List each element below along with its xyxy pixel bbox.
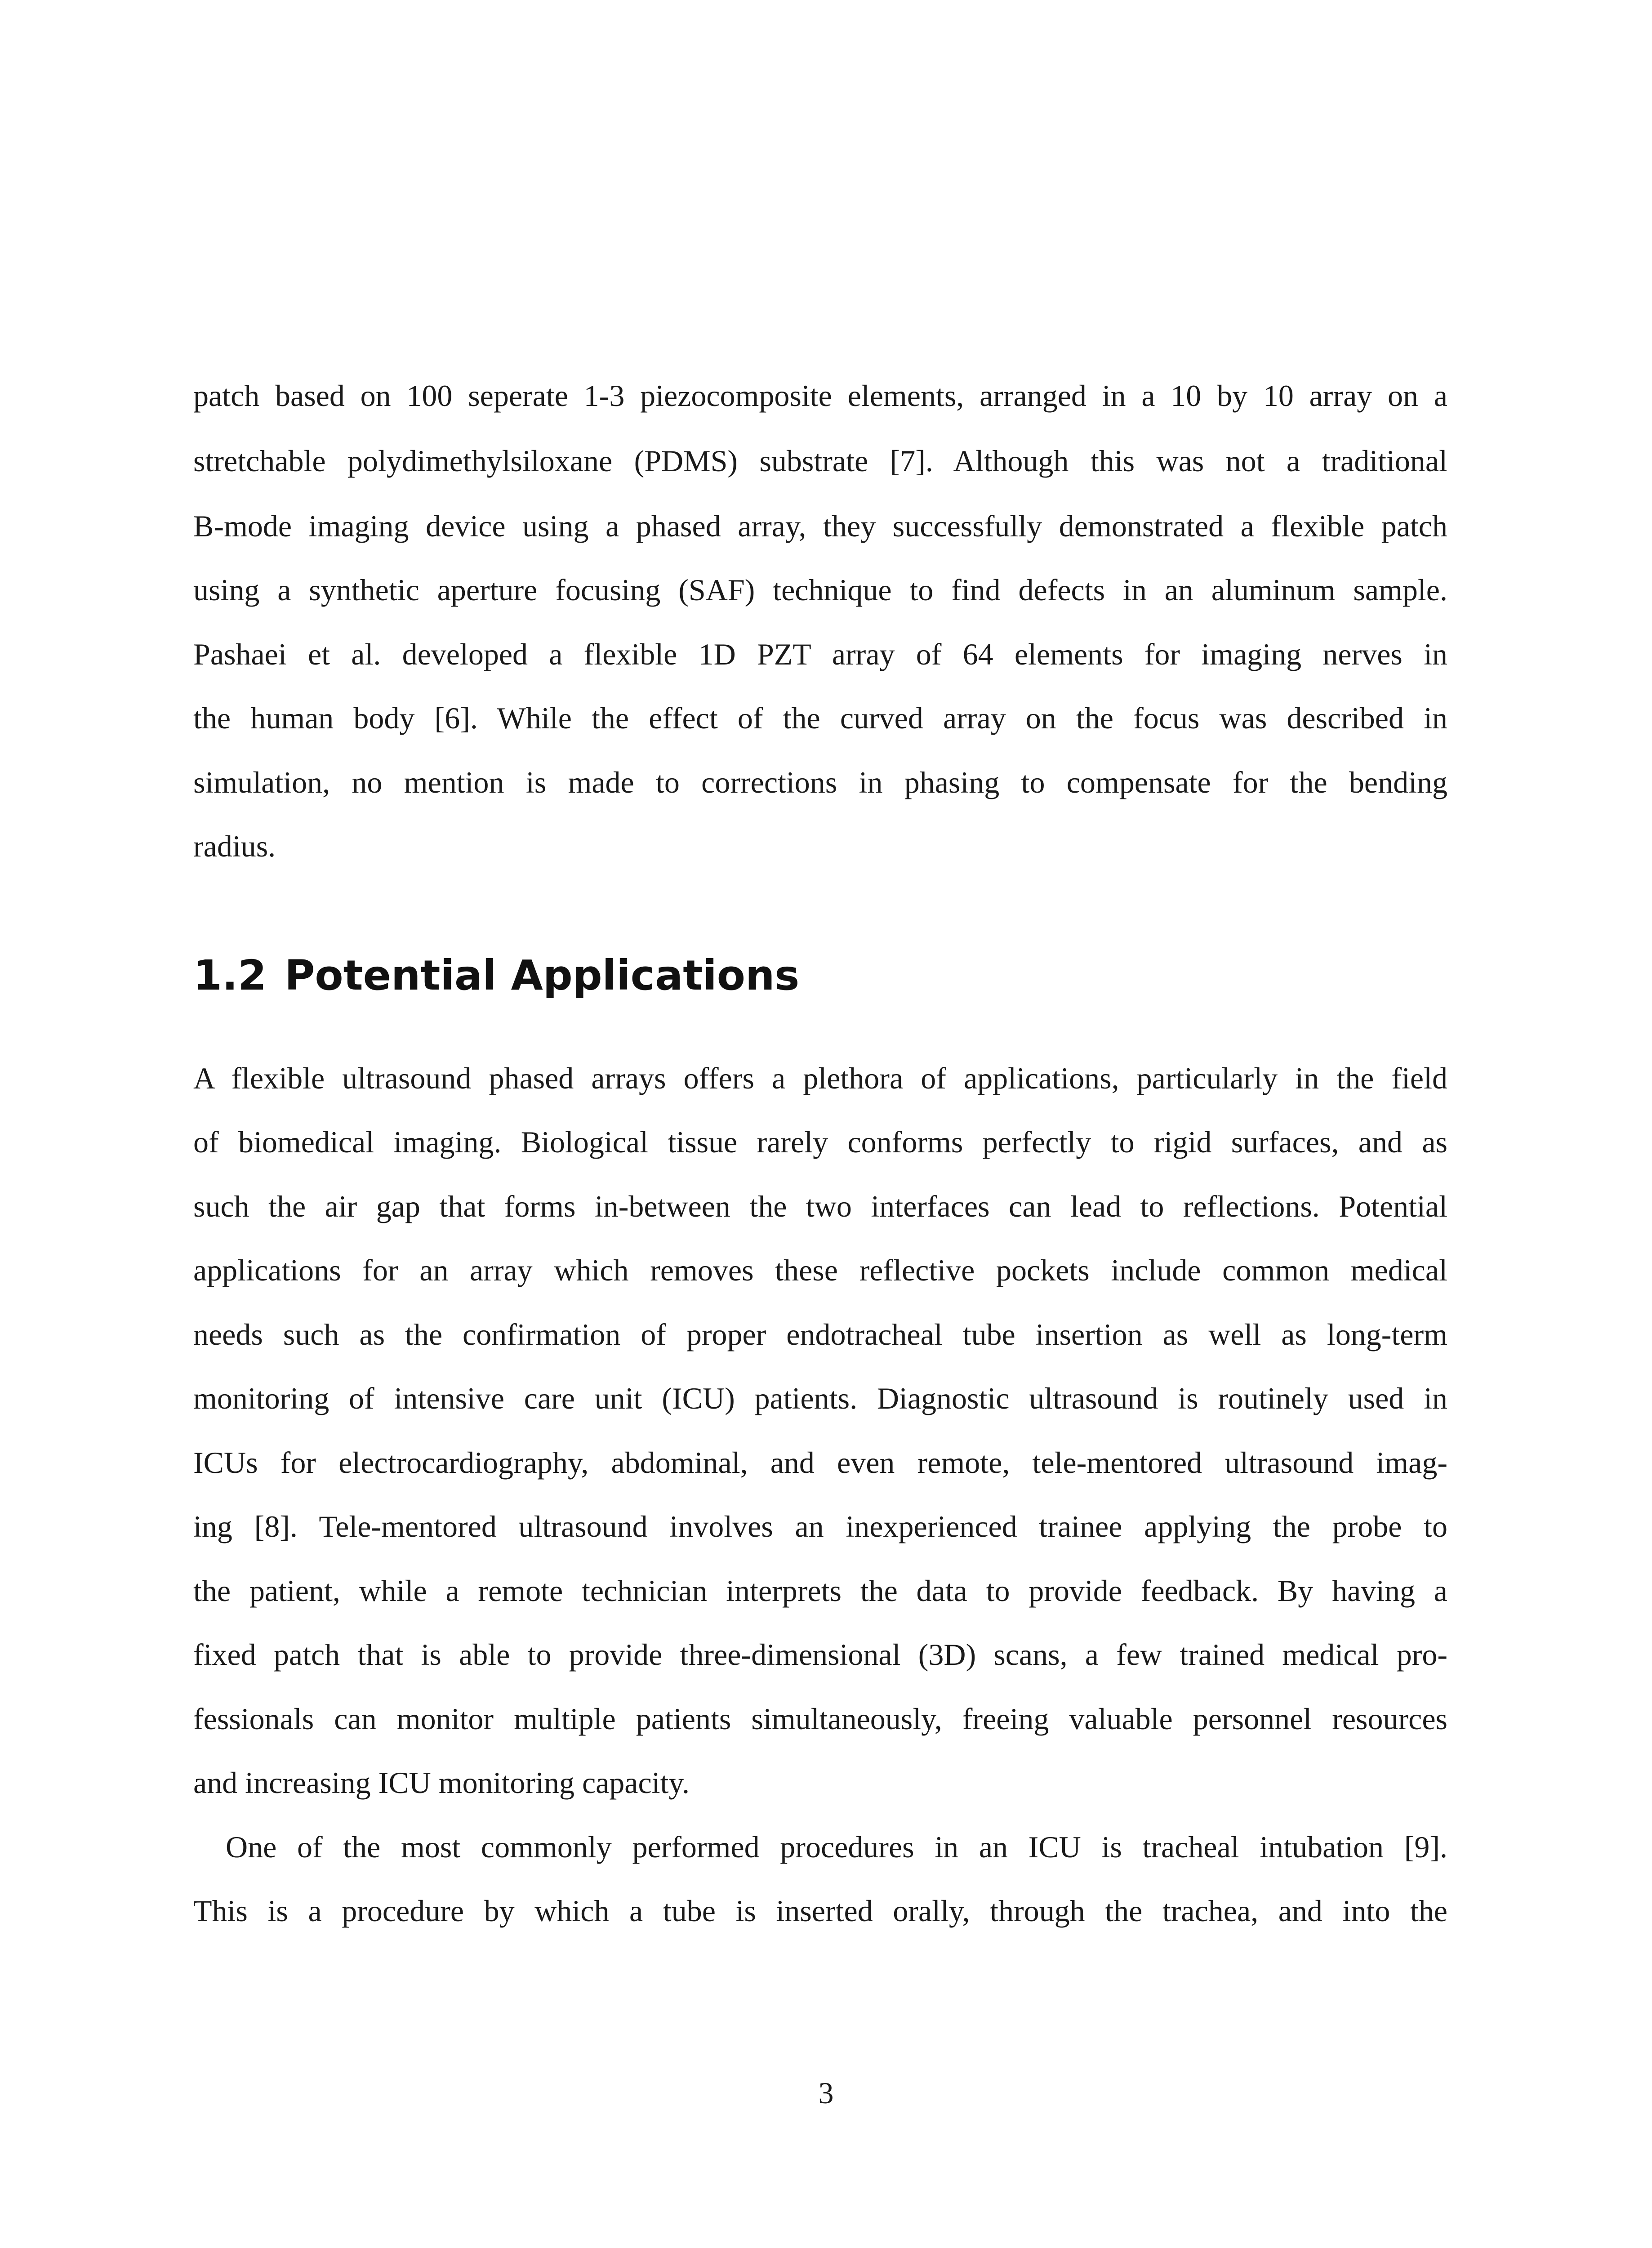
text-line: of biomedical imaging. Biological tissue rarely conforms perfectly to rigid surfaces, and as bbox=[193, 1125, 1447, 1159]
section-title: Potential Applications bbox=[284, 951, 800, 999]
text-line: monitoring of intensive care unit (ICU) patients. Diagnostic ultrasound is routinely used in bbox=[193, 1381, 1447, 1415]
text-line: applications for an array which removes these reflective pockets include common medical bbox=[193, 1253, 1447, 1287]
text-line: fixed patch that is able to provide three-dimensional (3D) scans, a few trained medical pro- bbox=[193, 1637, 1447, 1672]
text-line: One of the most commonly performed procedures in an ICU is tracheal intubation [9]. bbox=[226, 1830, 1447, 1864]
text-line: the patient, while a remote technician interprets the data to provide feedback. By having a bbox=[193, 1574, 1447, 1608]
text-line: using a synthetic aperture focusing (SAF) technique to find defects in an aluminum sample. bbox=[193, 573, 1447, 607]
text-line: A flexible ultrasound phased arrays offers a plethora of applications, particularly in the field bbox=[193, 1061, 1447, 1095]
text-line: This is a procedure by which a tube is inserted orally, through the trachea, and into the bbox=[193, 1894, 1447, 1928]
text-line: such the air gap that forms in-between the two interfaces can lead to reflections. Potential bbox=[193, 1189, 1447, 1223]
text-line: fessionals can monitor multiple patients simultaneously, freeing valuable personnel resources bbox=[193, 1702, 1447, 1736]
section-heading bbox=[193, 951, 799, 1000]
page-number: 3 bbox=[818, 2076, 834, 2110]
text-line: the human body [6]. While the effect of the curved array on the focus was described in bbox=[193, 701, 1447, 735]
text-line: needs such as the confirmation of proper endotracheal tube insertion as well as long-term bbox=[193, 1317, 1447, 1351]
text-line: and increasing ICU monitoring capacity. bbox=[193, 1766, 690, 1800]
text-line: patch based on 100 seperate 1-3 piezocomposite elements, arranged in a 10 by 10 array on a bbox=[193, 379, 1447, 413]
text-line: simulation, no mention is made to corrections in phasing to compensate for the bending bbox=[193, 765, 1447, 799]
text-line: radius. bbox=[193, 829, 276, 863]
section-number: 1.2 bbox=[193, 951, 267, 999]
text-line: ing [8]. Tele-mentored ultrasound involves an inexperienced trainee applying the probe to bbox=[193, 1509, 1447, 1543]
text-line: B-mode imaging device using a phased array, they successfully demonstrated a flexible patch bbox=[193, 509, 1447, 543]
text-line: Pashaei et al. developed a flexible 1D PZT array of 64 elements for imaging nerves in bbox=[193, 637, 1447, 671]
text-line: stretchable polydimethylsiloxane (PDMS) substrate [7]. Although this was not a traditional bbox=[193, 444, 1447, 478]
text-line: ICUs for electrocardiography, abdominal, and even remote, tele-mentored ultrasound imag- bbox=[193, 1445, 1447, 1480]
